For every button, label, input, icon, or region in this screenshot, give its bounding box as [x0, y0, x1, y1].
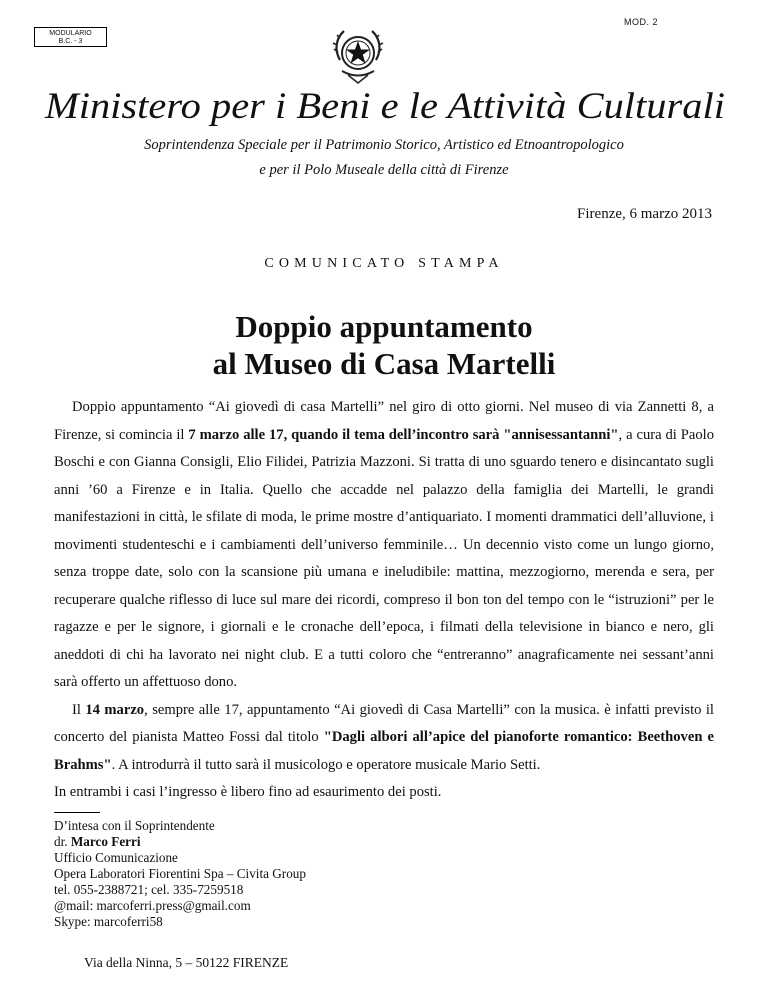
- text-run: dr.: [54, 834, 71, 849]
- ministry-logotype: [40, 82, 730, 132]
- paragraph-admission: In entrambi i casi l’ingresso è libero fino ad esaurimento dei posti.: [54, 784, 442, 800]
- contact-phone: tel. 055-2388721; cel. 335-7259518: [54, 882, 244, 897]
- footer-address: Via della Ninna, 5 – 50122 FIRENZE: [84, 955, 289, 970]
- text-run: Doppio appuntamento “Ai giovedì di casa Martelli” nel giro di otto giorni. Nel museo di via Zannetti 8, a Firenze, si comincia il: [54, 399, 714, 443]
- document-title: [0, 308, 768, 382]
- document-kind: COMUNICATO STAMPA: [264, 256, 504, 271]
- form-box-line: MODULARIO: [49, 30, 92, 37]
- signature-line: Ufficio Comunicazione: [54, 850, 178, 865]
- signature-line: D’intesa con il Soprintendente: [54, 818, 215, 833]
- signature-line: Opera Laboratori Fiorentini Spa – Civita Group: [54, 866, 306, 881]
- paragraph-first-event: [54, 394, 714, 697]
- italian-emblem-icon: [330, 26, 386, 86]
- office-name-line1: Soprintendenza Speciale per il Patrimonio Storico, Artistico ed Etnoantropologico: [144, 137, 624, 153]
- event-date: 14 marzo: [85, 701, 145, 718]
- signature-block: [54, 818, 306, 930]
- contact-skype: Skype: marcoferri58: [54, 914, 163, 929]
- document-date: Firenze, 6 marzo 2013: [577, 206, 712, 222]
- event-highlight: 7 marzo alle 17, quando il tema dell’incontro sarà "annisessantanni": [188, 426, 619, 443]
- signature-name-line: [54, 834, 306, 850]
- concert-title: "Dagli albori all’apice del pianoforte romantico: Beethoven e Brahms": [54, 729, 714, 773]
- ministry-name: Ministero per i Beni e le Attività Culturali: [43, 86, 725, 127]
- paragraph-second-event: [54, 697, 714, 780]
- signatory-name: Marco Ferri: [70, 834, 141, 849]
- form-box-line: B.C. - 3: [58, 38, 83, 45]
- form-code-box: [34, 27, 107, 47]
- office-name-line2: e per il Polo Museale della città di Firenze: [259, 162, 509, 178]
- form-code: MOD. 2: [624, 17, 659, 27]
- document-body: [54, 394, 714, 807]
- text-run: Il: [72, 701, 86, 718]
- title-line: al Museo di Casa Martelli: [212, 346, 556, 381]
- text-run: , sempre alle 17, appuntamento “Ai giovedì di Casa Martelli” con la musica. è infatti previsto il concerto del pianista Matteo Fossi dal titolo: [54, 701, 714, 745]
- text-run: , a cura di Paolo Boschi e con Gianna Consigli, Elio Filidei, Patrizia Mazzoni. Si tratta di uno sguardo tenero e disincantato sugli anni ’60 a Firenze e in Italia. Quello che accadde nel palazzo della famiglia dei Martelli, le grandi manifestazioni in città, le sfilate di moda, le prime mostre d’antiquariato. I momenti drammatici dell’alluvione, i movimenti studenteschi e i cambiamenti dell’universo femminile… Un decennio visto come un lungo giorno, senza troppe date, solo con la scansione più umana e ineludibile: mattina, mezzogiorno, merenda e sera, per recuperare qualche riflesso di luce sul mare dei ricordi, compreso il bon ton del tempo con le “istruzioni” per le ragazze e per le signore, i giornali e le cronache dell’epoca, i filmati della televisione in bianco e nero, gli aneddoti di chi ha lavorato nei night club. E a tutti coloro che “entreranno” anagraficamente nei sessant’anni sarà offerto un affettuoso dono.: [54, 426, 714, 690]
- contact-email: @mail: marcoferri.press@gmail.com: [54, 898, 251, 913]
- title-line: Doppio appuntamento: [235, 309, 533, 344]
- signature-divider: [54, 812, 100, 813]
- text-run: . A introdurrà il tutto sarà il musicologo e operatore musicale Mario Setti.: [111, 756, 541, 773]
